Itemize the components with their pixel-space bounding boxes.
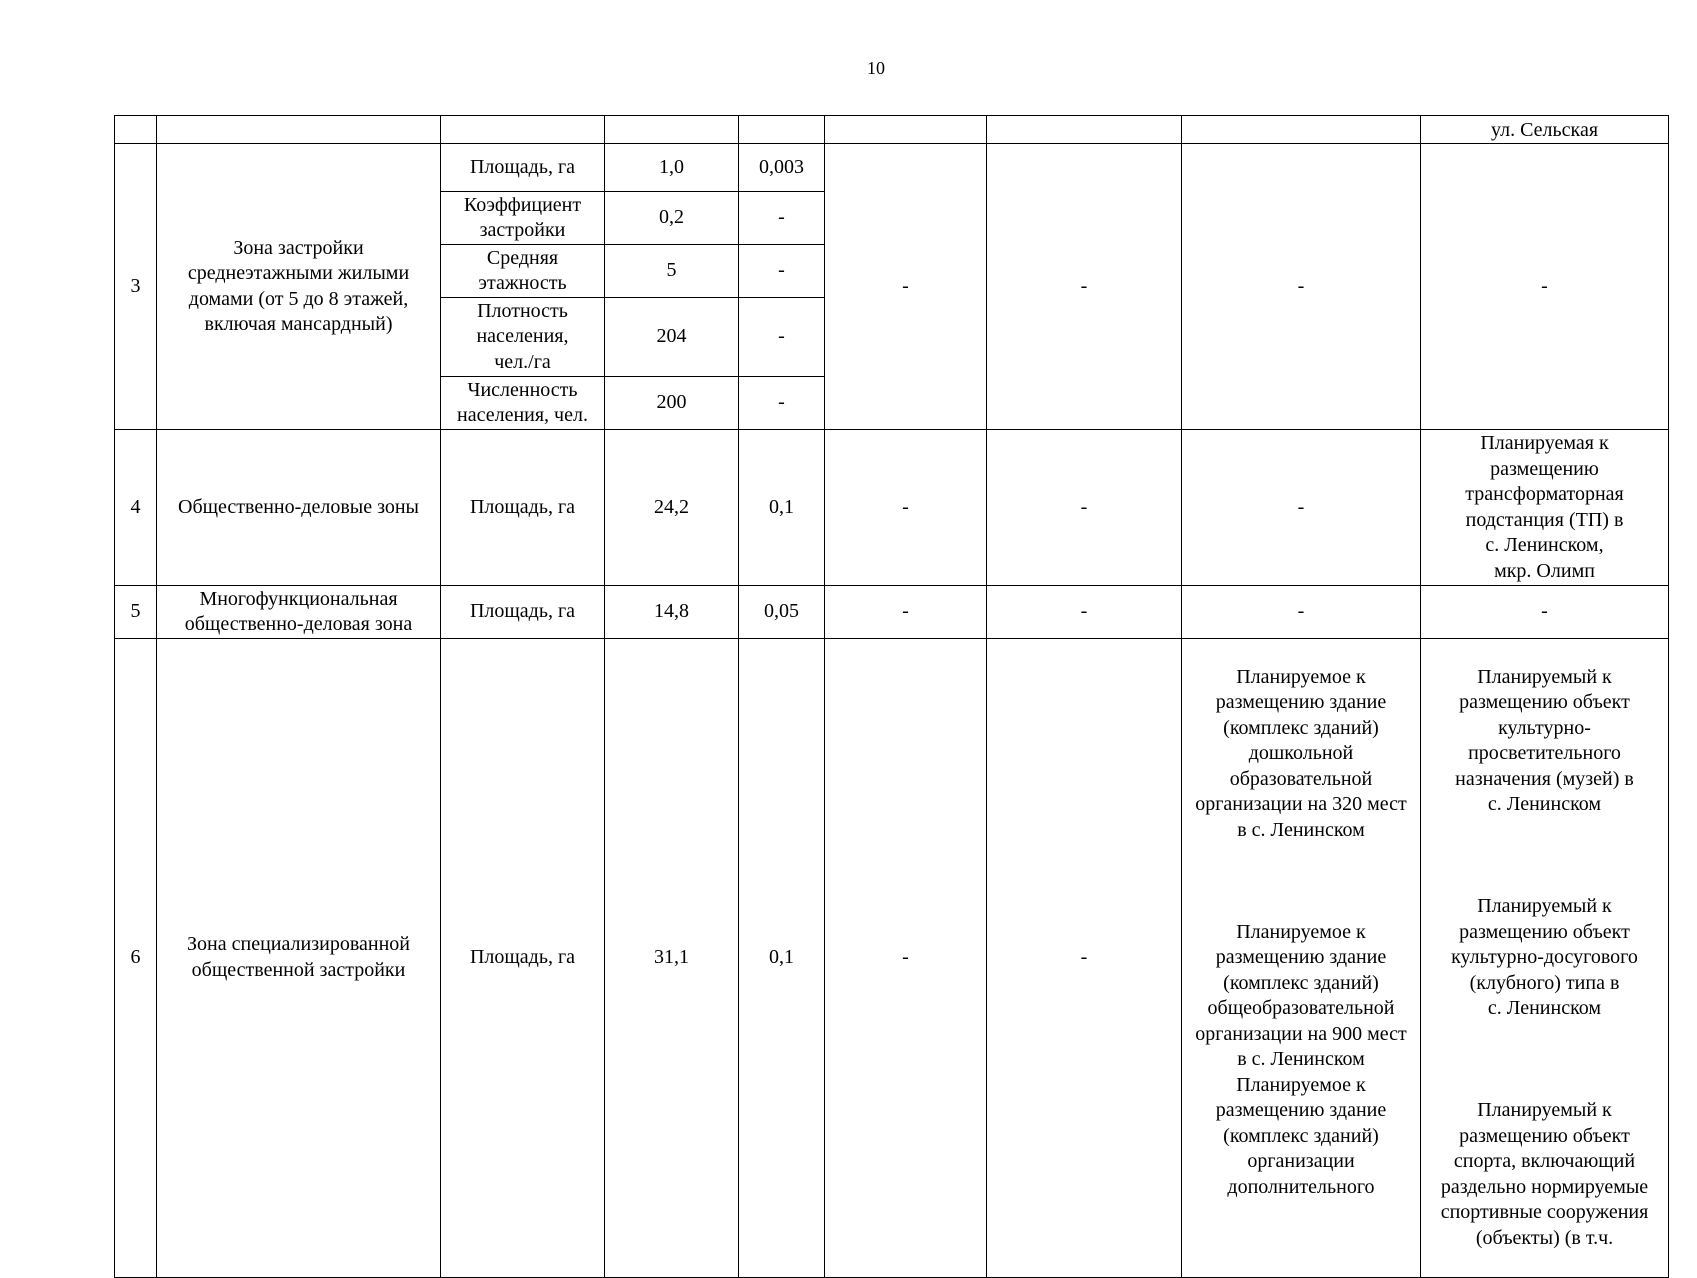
param-share: 0,003 — [739, 144, 825, 192]
cell-empty — [157, 116, 441, 144]
cell-empty — [1182, 116, 1421, 144]
cell-empty — [987, 116, 1182, 144]
cell-col8-objects — [1182, 639, 1421, 1278]
cell-col6: - — [825, 586, 987, 639]
cell-col9: Планируемая к размещению трансформаторная подстанция (ТП) в с. Ленинском, мкр. Олимп — [1421, 430, 1669, 586]
param-share: 0,05 — [739, 586, 825, 639]
param-value: 24,2 — [605, 430, 739, 586]
table-row-4 — [115, 430, 1669, 586]
cell-col6: - — [825, 144, 987, 430]
param-share: - — [739, 192, 825, 245]
param-value: 204 — [605, 298, 739, 377]
param-label: Площадь, га — [441, 144, 605, 192]
cell-empty — [825, 116, 987, 144]
param-share: - — [739, 377, 825, 430]
cell-empty — [739, 116, 825, 144]
cell-empty — [441, 116, 605, 144]
planned-object-text: Планируемое к размещению здание (комплекс зданий) дошкольной образовательной организации на 320 мест в с. Ленинском — [1195, 665, 1407, 841]
cell-empty — [605, 116, 739, 144]
zone-name: Зона специализированной общественной застройки — [157, 639, 441, 1278]
zone-name: Зона застройки среднеэтажными жилыми домами (от 5 до 8 этажей, включая мансардный) — [157, 144, 441, 430]
param-value: 14,8 — [605, 586, 739, 639]
zone-name: Общественно-деловые зоны — [157, 430, 441, 586]
cell-col7: - — [987, 144, 1182, 430]
cell-col6: - — [825, 639, 987, 1278]
table-row-3 — [115, 144, 1669, 192]
planned-object-text: Планируемый к размещению объект спорта, включающий раздельно нормируемые спортивные сооружения (объекты) (в т.ч. — [1440, 1099, 1649, 1249]
row-number: 3 — [115, 144, 157, 430]
planned-object-text: Планируемый к размещению объект культурно-досугового (клубного) типа в с. Ленинском — [1451, 895, 1638, 1019]
planned-object-text: Планируемый к размещению объект культурно- просветительного назначения (музей) в с. Ленинском — [1455, 665, 1634, 815]
param-value: 200 — [605, 377, 739, 430]
param-share: 0,1 — [739, 430, 825, 586]
row-number: 4 — [115, 430, 157, 586]
cell-col6: - — [825, 430, 987, 586]
cell-street: ул. Сельская — [1421, 116, 1669, 144]
cell-col9-objects — [1421, 639, 1669, 1278]
table-row-6 — [115, 639, 1669, 1278]
param-label: Численность населения, чел. — [441, 377, 605, 430]
param-value: 1,0 — [605, 144, 739, 192]
table-row-continuation — [115, 116, 1669, 144]
zones-table — [114, 115, 1669, 1278]
param-value: 31,1 — [605, 639, 739, 1278]
param-value: 5 — [605, 245, 739, 298]
cell-col9: - — [1421, 144, 1669, 430]
cell-col7: - — [987, 586, 1182, 639]
zone-name: Многофункциональная общественно-деловая зона — [157, 586, 441, 639]
param-label: Плотность населения, чел./га — [441, 298, 605, 377]
cell-col8: - — [1182, 430, 1421, 586]
param-share: 0,1 — [739, 639, 825, 1278]
cell-col8: - — [1182, 586, 1421, 639]
param-share: - — [739, 245, 825, 298]
planned-object-text: Планируемое к размещению здание (комплекс зданий) общеобразовательной организации на 900 мест в с. Ленинском Планируемое к размещению здание (комплекс зданий) организации дополнительного — [1195, 920, 1407, 1198]
param-share: - — [739, 298, 825, 377]
table-row-5 — [115, 586, 1669, 639]
param-label: Площадь, га — [441, 586, 605, 639]
param-value: 0,2 — [605, 192, 739, 245]
param-label: Площадь, га — [441, 430, 605, 586]
param-label: Коэффициент застройки — [441, 192, 605, 245]
cell-col8: - — [1182, 144, 1421, 430]
cell-col9: - — [1421, 586, 1669, 639]
row-number: 5 — [115, 586, 157, 639]
page-number: 10 — [867, 58, 885, 78]
row-number: 6 — [115, 639, 157, 1278]
param-label: Площадь, га — [441, 639, 605, 1278]
cell-col7: - — [987, 430, 1182, 586]
param-label: Средняя этажность — [441, 245, 605, 298]
cell-empty — [115, 116, 157, 144]
cell-col7: - — [987, 639, 1182, 1278]
